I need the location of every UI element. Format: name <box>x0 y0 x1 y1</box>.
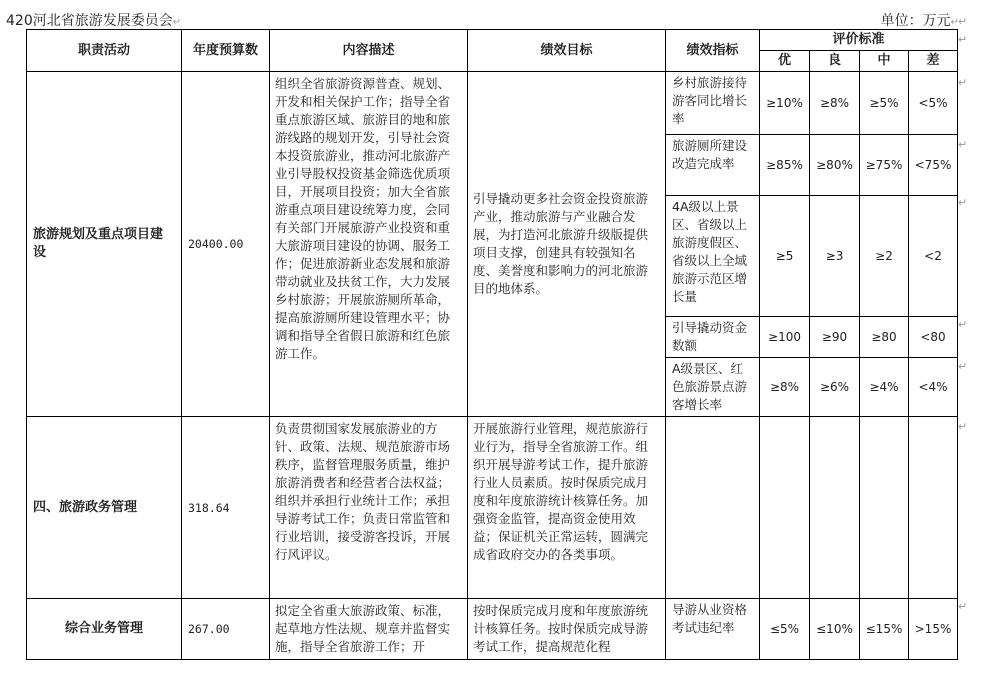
report-title: 420河北省旅游发展委员会↵ <box>6 13 182 29</box>
return-mark-icon: ↵ <box>958 360 968 373</box>
grade-medium: 中 <box>860 51 909 72</box>
indicator-cell <box>666 417 760 599</box>
grade-value: ≥80% <box>810 135 860 196</box>
grade-value <box>860 417 909 599</box>
table-header-row <box>27 30 958 51</box>
grade-value: ≤15% <box>860 599 909 660</box>
indicator-cell: 4A级以上景区、省级以上旅游度假区、省级以上全域旅游示范区增长量 <box>666 196 760 317</box>
return-mark-icon: ↵ <box>958 138 968 151</box>
grade-value: <2 <box>909 196 958 317</box>
grade-value <box>909 417 958 599</box>
grade-value <box>760 417 810 599</box>
content-cell: 拟定全省重大旅游政策、标准，起草地方性法规、规章并监督实施，指导全省旅游工作；开 <box>270 599 468 660</box>
col-goal: 绩效目标 <box>468 30 666 72</box>
col-standard: 评价标准 <box>760 30 958 51</box>
grade-value: ≥75% <box>860 135 909 196</box>
grade-value: <4% <box>909 358 958 417</box>
grade-value: ≥6% <box>810 358 860 417</box>
table-row <box>27 417 958 599</box>
return-mark-icon: ↵ <box>958 76 968 89</box>
indicator-cell: A级景区、红色旅游景点游客增长率 <box>666 358 760 417</box>
goal-cell: 引导撬动更多社会资金投资旅游产业，推动旅游与产业融合发展，为打造河北旅游升级版提供项目支撑，创建具有较强知名度、美誉度和影响力的河北旅游目的地体系。 <box>468 72 666 417</box>
col-duty: 职责活动 <box>27 30 182 72</box>
return-mark-icon: ↵ <box>958 33 968 46</box>
grade-value <box>810 417 860 599</box>
col-indicator: 绩效指标 <box>666 30 760 72</box>
duty-cell: 旅游规划及重点项目建设 <box>27 72 182 417</box>
return-mark-icon: ↵ <box>958 15 968 28</box>
grade-value: ≥2 <box>860 196 909 317</box>
grade-excellent: 优 <box>760 51 810 72</box>
return-mark-icon: ↵ <box>958 196 968 209</box>
grade-value: ≤5% <box>760 599 810 660</box>
budget-cell: 267.00 <box>182 599 270 660</box>
indicator-cell: 导游从业资格考试违纪率 <box>666 599 760 660</box>
goal-cell: 按时保质完成月度和年度旅游统计核算任务。按时保质完成导游考试工作，提高规范化程 <box>468 599 666 660</box>
return-mark-icon: ↵ <box>958 318 968 331</box>
indicator-cell: 旅游厕所建设改造完成率 <box>666 135 760 196</box>
content-cell: 负责贯彻国家发展旅游业的方针、政策、法规、规范旅游市场秩序，监督管理服务质量，维护旅游消费者和经营者合法权益；组织并承担行业统计工作；承担导游考试工作；负责日常监管和行业培训，接受游客投诉，开展行风评议。 <box>270 417 468 599</box>
grade-value: <75% <box>909 135 958 196</box>
grade-value: ≥85% <box>760 135 810 196</box>
grade-value: <80 <box>909 317 958 358</box>
grade-value: ≥100 <box>760 317 810 358</box>
grade-value: ≥10% <box>760 72 810 135</box>
grade-value: ≥3 <box>810 196 860 317</box>
col-content: 内容描述 <box>270 30 468 72</box>
grade-value: >15% <box>909 599 958 660</box>
budget-table <box>26 29 958 660</box>
grade-value: ≥8% <box>810 72 860 135</box>
duty-cell: 综合业务管理 <box>27 599 182 660</box>
table-row <box>27 599 958 660</box>
unit-label: 单位：万元↵ <box>880 13 959 29</box>
col-budget: 年度预算数 <box>182 30 270 72</box>
grade-value: ≥8% <box>760 358 810 417</box>
table-row <box>27 72 958 135</box>
grade-value: ≥4% <box>860 358 909 417</box>
grade-value: ≥80 <box>860 317 909 358</box>
grade-value: ≥5 <box>760 196 810 317</box>
budget-cell: 20400.00 <box>182 72 270 417</box>
grade-value: <5% <box>909 72 958 135</box>
budget-cell: 318.64 <box>182 417 270 599</box>
grade-value: ≥90 <box>810 317 860 358</box>
duty-cell: 四、旅游政务管理 <box>27 417 182 599</box>
grade-value: ≥5% <box>860 72 909 135</box>
grade-value: ≤10% <box>810 599 860 660</box>
indicator-cell: 引导撬动资金数额 <box>666 317 760 358</box>
grade-poor: 差 <box>909 51 958 72</box>
goal-cell: 开展旅游行业管理，规范旅游行业行为，指导全省旅游工作。组织开展导游考试工作，提升旅游行业人员素质。按时保质完成月度和年度旅游统计核算任务。加强资金监管，提高资金使用效益；保证机关正常运转，圆满完成省政府交办的各类事项。 <box>468 417 666 599</box>
grade-good: 良 <box>810 51 860 72</box>
content-cell: 组织全省旅游资源普查、规划、开发和相关保护工作；指导全省重点旅游区域、旅游目的地和旅游线路的规划开发，引导社会资本投资旅游业，推动河北旅游产业引导股权投资基金筛选优质项目，开展项目投资；加大全省旅游重点项目建设统筹力度，会同有关部门开展旅游产业投资和重大旅游项目建设的协调、服务工作；促进旅游新业态发展和旅游带动就业及扶贫工作，大力发展乡村旅游；开展旅游厕所革命，提高旅游厕所建设管理水平；协调和指导全省假日旅游和红色旅游工作。 <box>270 72 468 417</box>
return-mark-icon: ↵ <box>958 420 968 433</box>
return-mark-icon: ↵ <box>958 600 968 613</box>
indicator-cell: 乡村旅游接待游客同比增长率 <box>666 72 760 135</box>
